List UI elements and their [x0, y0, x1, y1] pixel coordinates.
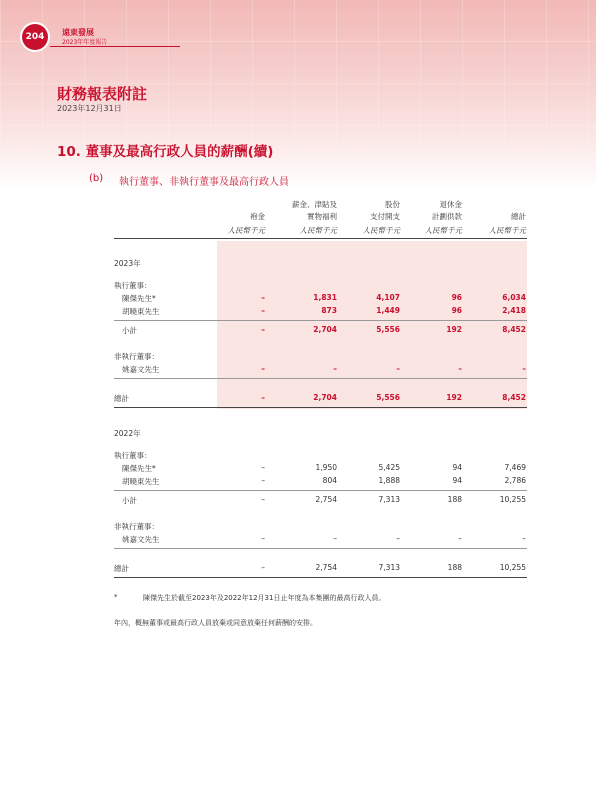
table-cell: –	[458, 364, 462, 373]
table-cell: 96	[451, 293, 462, 302]
table-cell: 1,831	[313, 293, 337, 302]
table-cell: 96	[451, 306, 462, 315]
table-cell: –	[261, 293, 265, 302]
column-header-line1: 薪金、津貼及	[292, 200, 337, 209]
exec-directors-heading: 執行董事：	[114, 281, 152, 290]
table-cell: 8,452	[502, 325, 526, 334]
page-number: 204	[22, 24, 48, 50]
sub-label: (b)	[89, 173, 104, 184]
table-cell: 4,107	[376, 293, 400, 302]
total-label: 總計	[114, 564, 129, 573]
total-rule	[114, 548, 527, 549]
note-title: 10. 董事及最高行政人員的薪酬(續)	[57, 144, 274, 160]
table-cell: 2,754	[315, 563, 337, 572]
table-cell: –	[261, 393, 265, 402]
header-divider	[50, 46, 180, 47]
table-cell: 188	[447, 563, 462, 572]
table-cell: 873	[321, 306, 337, 315]
table-cell: –	[261, 534, 265, 543]
table-cell: 192	[446, 325, 462, 334]
header-rule	[114, 238, 527, 239]
table-cell: –	[261, 563, 265, 572]
table-cell: 8,452	[502, 393, 526, 402]
table-cell: –	[333, 364, 337, 373]
total-rule	[114, 378, 527, 379]
table-cell: –	[261, 325, 265, 334]
total-double-rule	[114, 407, 527, 408]
table-cell: –	[396, 364, 400, 373]
subtotal-rule	[114, 320, 527, 321]
column-header-line2: 實物福利	[307, 212, 337, 221]
total-double-rule	[114, 577, 527, 578]
column-unit: 人民幣千元	[362, 226, 400, 235]
table-cell: –	[261, 476, 265, 485]
table-cell: 94	[452, 463, 462, 472]
table-cell: 94	[452, 476, 462, 485]
column-header-line1: 股份	[385, 200, 400, 209]
table-cell: 10,255	[499, 563, 526, 572]
director-name: 胡曉東先生	[122, 307, 160, 316]
table-cell: 2,704	[313, 325, 337, 334]
table-cell: 1,449	[376, 306, 400, 315]
sub-title: 執行董事、非執行董事及最高行政人員	[119, 177, 289, 188]
year-heading: 2023年	[114, 259, 141, 268]
table-cell: –	[261, 306, 265, 315]
table-cell: 2,704	[313, 393, 337, 402]
column-unit: 人民幣千元	[424, 226, 462, 235]
section-date: 2023年12月31日	[57, 104, 122, 113]
table-cell: 2,418	[502, 306, 526, 315]
table-cell: 1,950	[315, 463, 337, 472]
director-name: 姚嘉文先生	[122, 365, 160, 374]
director-name: 胡曉東先生	[122, 477, 160, 486]
header-pattern	[0, 0, 596, 150]
waiver-statement: 年內，概無董事或最高行政人員放棄或同意放棄任何薪酬的安排。	[114, 619, 317, 627]
column-header-line2: 支付開支	[370, 212, 400, 221]
table-cell: –	[522, 534, 526, 543]
table-cell: 1,888	[378, 476, 400, 485]
column-header-line2: 計劃供款	[432, 212, 462, 221]
table-cell: –	[261, 495, 265, 504]
table-cell: 804	[322, 476, 337, 485]
table-cell: 192	[446, 393, 462, 402]
table-cell: –	[396, 534, 400, 543]
column-unit: 人民幣千元	[299, 226, 337, 235]
table-cell: 2,786	[504, 476, 526, 485]
director-name: 姚嘉文先生	[122, 535, 160, 544]
table-cell: 5,556	[376, 393, 400, 402]
footnote-text: 陳傑先生於截至2023年及2022年12月31日止年度為本集團的最高行政人員。	[143, 594, 386, 602]
company-name: 遠東發展	[62, 28, 94, 37]
table-cell: –	[261, 364, 265, 373]
table-cell: 7,313	[378, 495, 400, 504]
exec-directors-heading: 執行董事：	[114, 451, 152, 460]
column-unit: 人民幣千元	[488, 226, 526, 235]
subtotal-label: 小計	[122, 326, 137, 335]
subtotal-label: 小計	[122, 496, 137, 505]
table-cell: –	[458, 534, 462, 543]
table-cell: 188	[447, 495, 462, 504]
total-label: 總計	[114, 394, 129, 403]
report-name: 2023年年度報告	[62, 39, 108, 46]
column-header-line1: 退休金	[439, 200, 462, 209]
table-cell: 2,754	[315, 495, 337, 504]
nonexec-directors-heading: 非執行董事：	[114, 352, 159, 361]
table-cell: –	[333, 534, 337, 543]
table-cell: –	[261, 463, 265, 472]
director-name: 陳傑先生*	[122, 294, 156, 303]
section-title: 財務報表附註	[57, 85, 148, 103]
year-heading: 2022年	[114, 429, 141, 438]
director-name: 陳傑先生*	[122, 464, 156, 473]
nonexec-directors-heading: 非執行董事：	[114, 522, 159, 531]
column-unit: 人民幣千元	[227, 226, 265, 235]
table-cell: 5,425	[378, 463, 400, 472]
table-cell: 7,469	[504, 463, 526, 472]
column-header-line2: 總計	[511, 212, 526, 221]
table-cell: 6,034	[502, 293, 526, 302]
subtotal-rule	[114, 490, 527, 491]
footnote-marker: *	[114, 593, 118, 601]
table-cell: 7,313	[378, 563, 400, 572]
table-cell: –	[522, 364, 526, 373]
table-cell: 5,556	[376, 325, 400, 334]
column-header-line2: 袍金	[250, 212, 265, 221]
table-cell: 10,255	[499, 495, 526, 504]
